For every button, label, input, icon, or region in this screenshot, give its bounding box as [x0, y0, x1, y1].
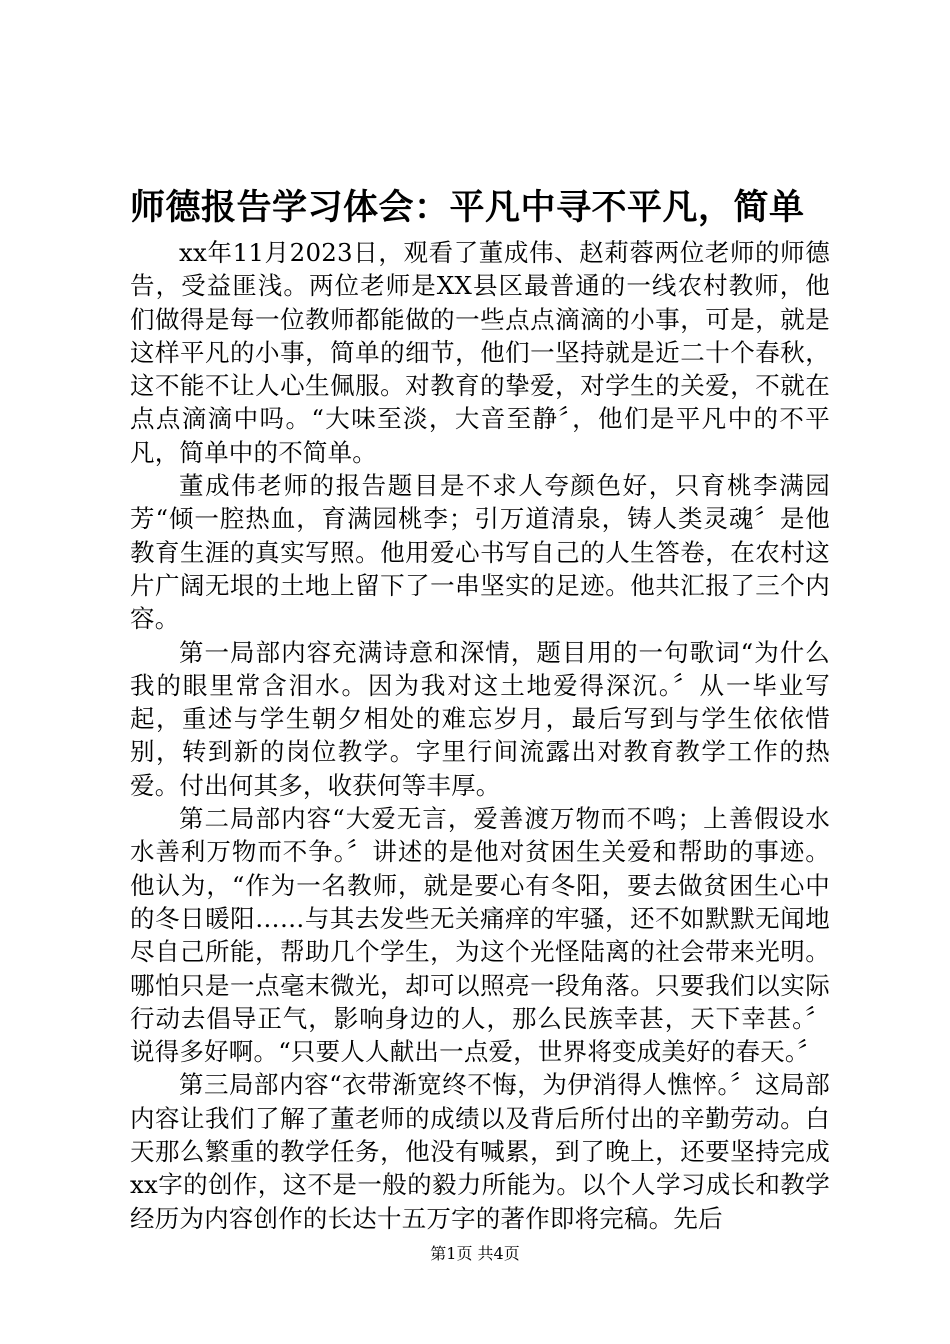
document-title: 师德报告学习体会：平凡中寻不平凡，简单 [130, 187, 805, 228]
paragraph-2: 董成伟老师的报告题目是不求人夸颜色好，只育桃李满园芳“倾一腔热血，育满园桃李；引万道清泉，铸人类灵魂〞是他教育生涯的真实写照。他用爱心书写自己的人生答卷，在农村这片广阔无垠的土地上留下了一串坚实的足迹。他共汇报了三个内容。 [130, 471, 830, 634]
paragraph-4: 第二局部内容“大爱无言，爱善渡万物而不鸣；上善假设水水善利万物而不争。〞讲述的是他对贫困生关爱和帮助的事迹。他认为，“作为一名教师，就是要心有冬阳，要去做贫困生心中的冬日暖阳……与其去发些无关痛痒的牢骚，还不如默默无闻地尽自己所能，帮助几个学生，为这个光怪陆离的社会带来光明。哪怕只是一点毫末微光，却可以照亮一段角落。只要我们以实际行动去倡导正气，影响身边的人，那么民族幸甚，天下幸甚。〞说得多好啊。“只要人人献出一点爱，世界将变成美好的春天。〞 [130, 804, 830, 1067]
page-number-footer: 第1页 共4页 [430, 1244, 520, 1263]
paragraph-3: 第一局部内容充满诗意和深情，题目用的一句歌词“为什么我的眼里常含泪水。因为我对这土地爱得深沉。〞从一毕业写起，重述与学生朝夕相处的难忘岁月，最后写到与学生依依惜别，转到新的岗位教学。字里行间流露出对教育教学工作的热爱。付出何其多，收获何等丰厚。 [130, 637, 830, 800]
document-body [130, 236, 830, 1235]
paragraph-1: xx年11月2023日，观看了董成伟、赵莉蓉两位老师的师德告，受益匪浅。两位老师是XX县区最普通的一线农村教师，他们做得是每一位教师都能做的一些点点滴滴的小事，可是，就是这样平凡的小事，简单的细节，他们一坚持就是近二十个春秋，这不能不让人心生佩服。对教育的挚爱，对学生的关爱，不就在点点滴滴中吗。“大味至淡，大音至静〞，他们是平凡中的不平凡，简单中的不简单。 [130, 238, 830, 467]
paragraph-5: 第三局部内容“衣带渐宽终不悔，为伊消得人憔悴。〞这局部内容让我们了解了董老师的成绩以及背后所付出的辛勤劳动。白天那么繁重的教学任务，他没有喊累，到了晚上，还要坚持完成xx字的创作，这不是一般的毅力所能为。以个人学习成长和教学经历为内容创作的长达十五万字的著作即将完稿。先后 [130, 1070, 830, 1233]
